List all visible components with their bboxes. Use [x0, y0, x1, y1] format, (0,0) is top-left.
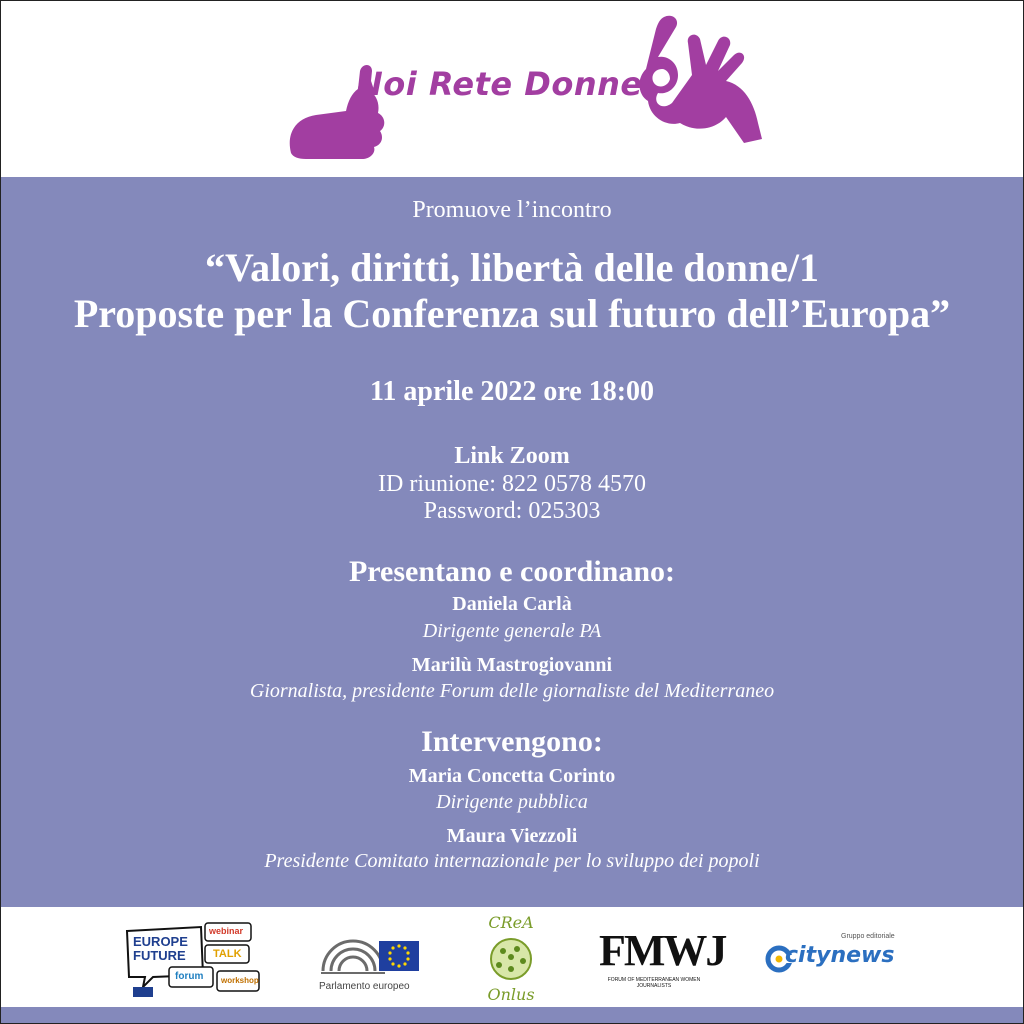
tag-talk: TALK: [213, 948, 242, 960]
parlamento-caption: Parlamento europeo: [319, 981, 410, 992]
presenter-role: Giornalista, presidente Forum delle giornaliste del Mediterraneo: [249, 680, 775, 702]
parlamento-europeo-logo: [317, 927, 427, 997]
presenter-role: Dirigente generale PA: [422, 620, 602, 642]
event-panel: [1, 177, 1023, 907]
logo-text: Noi Rete Donne: [356, 65, 643, 103]
speaker-name: Maria Concetta Corinto: [408, 765, 616, 787]
presenter-name: Daniela Carlà: [452, 593, 572, 615]
speaker-role: Presidente Comitato internazionale per lo sviluppo dei popoli: [264, 850, 760, 872]
intro-text: Promuove l’incontro: [412, 197, 612, 223]
event-title-line2: Proposte per la Conferenza sul futuro dell’Europa”: [73, 291, 951, 336]
europe-future-logo: [123, 921, 263, 999]
speaker-role: Dirigente pubblica: [436, 791, 588, 813]
fmwj-caption: FORUM OF MEDITERRANEAN WOMEN JOURNALISTS: [607, 977, 701, 989]
presenter-name: Marilù Mastrogiovanni: [411, 654, 613, 676]
event-title-line1: “Valori, diritti, libertà delle donne/1: [204, 245, 820, 290]
zoom-password: Password: 025303: [423, 498, 601, 524]
citynews-subtitle: Gruppo editoriale: [841, 933, 895, 940]
speakers-heading: Intervengono:: [421, 725, 603, 758]
tag-workshop: workshop: [221, 976, 259, 985]
bottom-bar: [1, 1007, 1023, 1023]
crea-text: CReA: [488, 913, 534, 932]
event-date: 11 aprile 2022 ore 18:00: [369, 376, 655, 407]
onlus-text: Onlus: [487, 985, 535, 1004]
crea-onlus-logo: [471, 913, 551, 1005]
fmwj-letters: FMWJ: [599, 926, 726, 975]
header: [1, 1, 1023, 177]
crea-globe-icon: [471, 935, 551, 985]
speaker-name: Maura Viezzoli: [446, 825, 578, 847]
europe-future-text: EUROPE FUTURE: [133, 934, 188, 963]
citynews-logo: [763, 933, 903, 983]
zoom-link-label: Link Zoom: [454, 443, 570, 469]
zoom-meeting-id: ID riunione: 822 0578 4570: [378, 471, 646, 497]
citynews-brand: citynews: [785, 943, 895, 968]
partner-logos: [1, 907, 1023, 1007]
fmwj-logo: [599, 926, 726, 993]
noi-rete-donne-logo: [286, 13, 766, 163]
tag-webinar: webinar: [209, 926, 244, 936]
presenters-heading: Presentano e coordinano:: [348, 555, 676, 588]
tag-forum: forum: [175, 971, 204, 982]
